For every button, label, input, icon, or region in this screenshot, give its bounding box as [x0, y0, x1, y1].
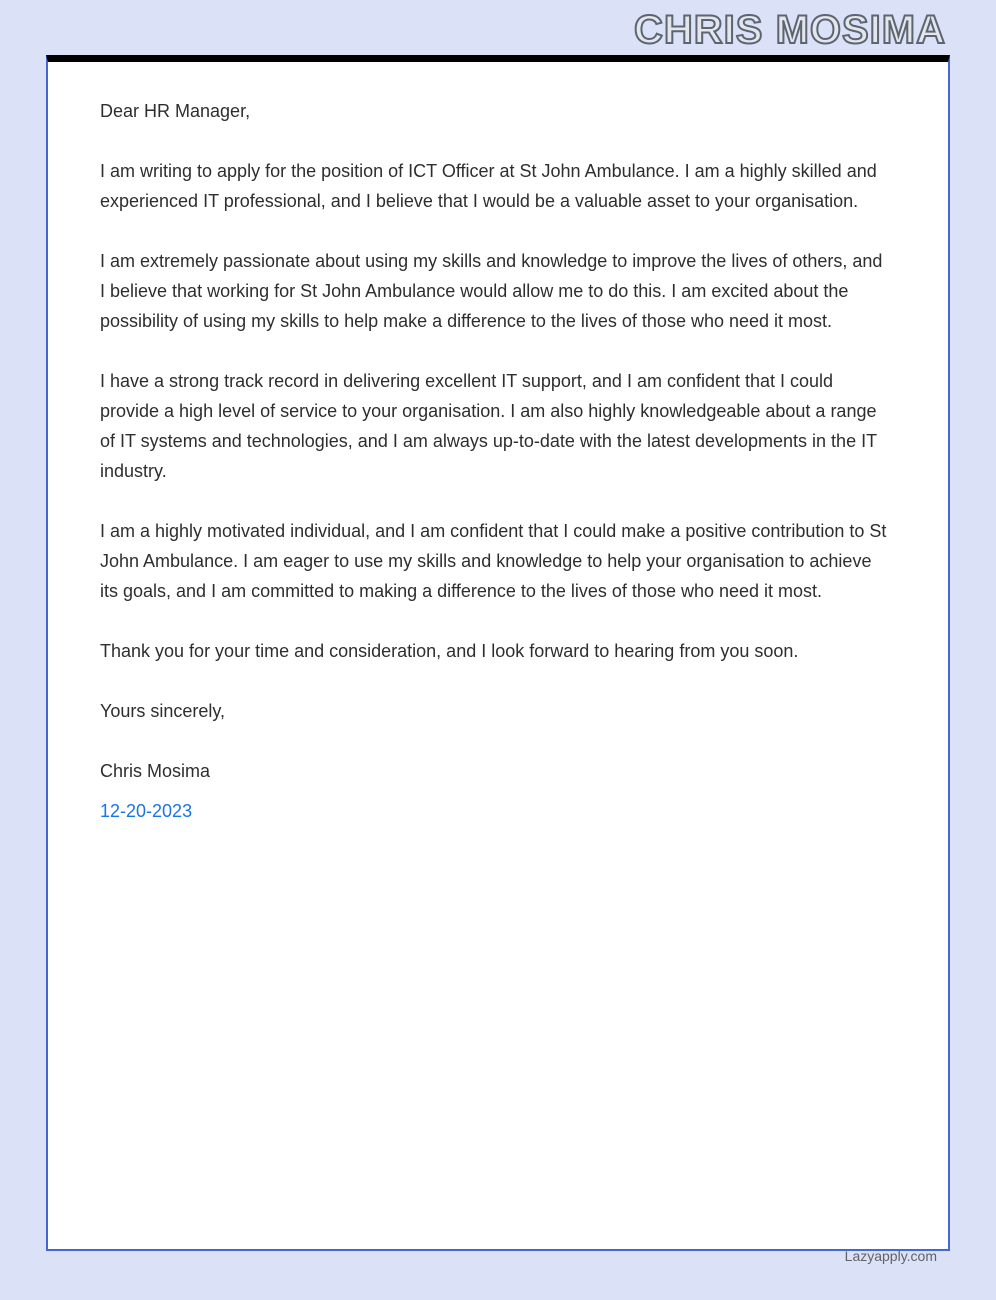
- letter-date: 12-20-2023: [100, 801, 193, 821]
- paragraph-intro: I am writing to apply for the position of ICT Officer at St John Ambulance. I am a highly skilled and experienced IT professional, and I believe that I would be a valuable asset to your organisation.: [100, 161, 877, 211]
- lazyapply-watermark: Lazyapply.com: [844, 1248, 937, 1264]
- letter-body-container: [46, 55, 950, 1251]
- closing: Yours sincerely,: [100, 701, 226, 721]
- applicant-name-heading: CHRIS MOSIMA: [634, 8, 946, 52]
- paragraph-passion: I am extremely passionate about using my skills and knowledge to improve the lives of others, and I believe that working for St John Ambulance would allow me to do this. I am excited about the possibility of using my skills to help make a difference to the lives of those who need it most.: [100, 251, 883, 331]
- paragraph-thanks: Thank you for your time and consideration, and I look forward to hearing from you soon.: [100, 641, 799, 661]
- letter-content: [48, 62, 948, 826]
- paragraph-motivation: I am a highly motivated individual, and I am confident that I could make a positive contribution to St John Ambulance. I am eager to use my skills and knowledge to help your organisation to achieve its goals, and I am committed to making a difference to the lives of those who need it most.: [100, 521, 887, 601]
- paragraph-track-record: I have a strong track record in delivering excellent IT support, and I am confident that I could provide a high level of service to your organisation. I am also highly knowledgeable about a range of IT systems and technologies, and I am always up-to-date with the latest developments in the IT industry.: [100, 371, 877, 481]
- signature-name: Chris Mosima: [100, 761, 211, 781]
- salutation: Dear HR Manager,: [100, 101, 251, 121]
